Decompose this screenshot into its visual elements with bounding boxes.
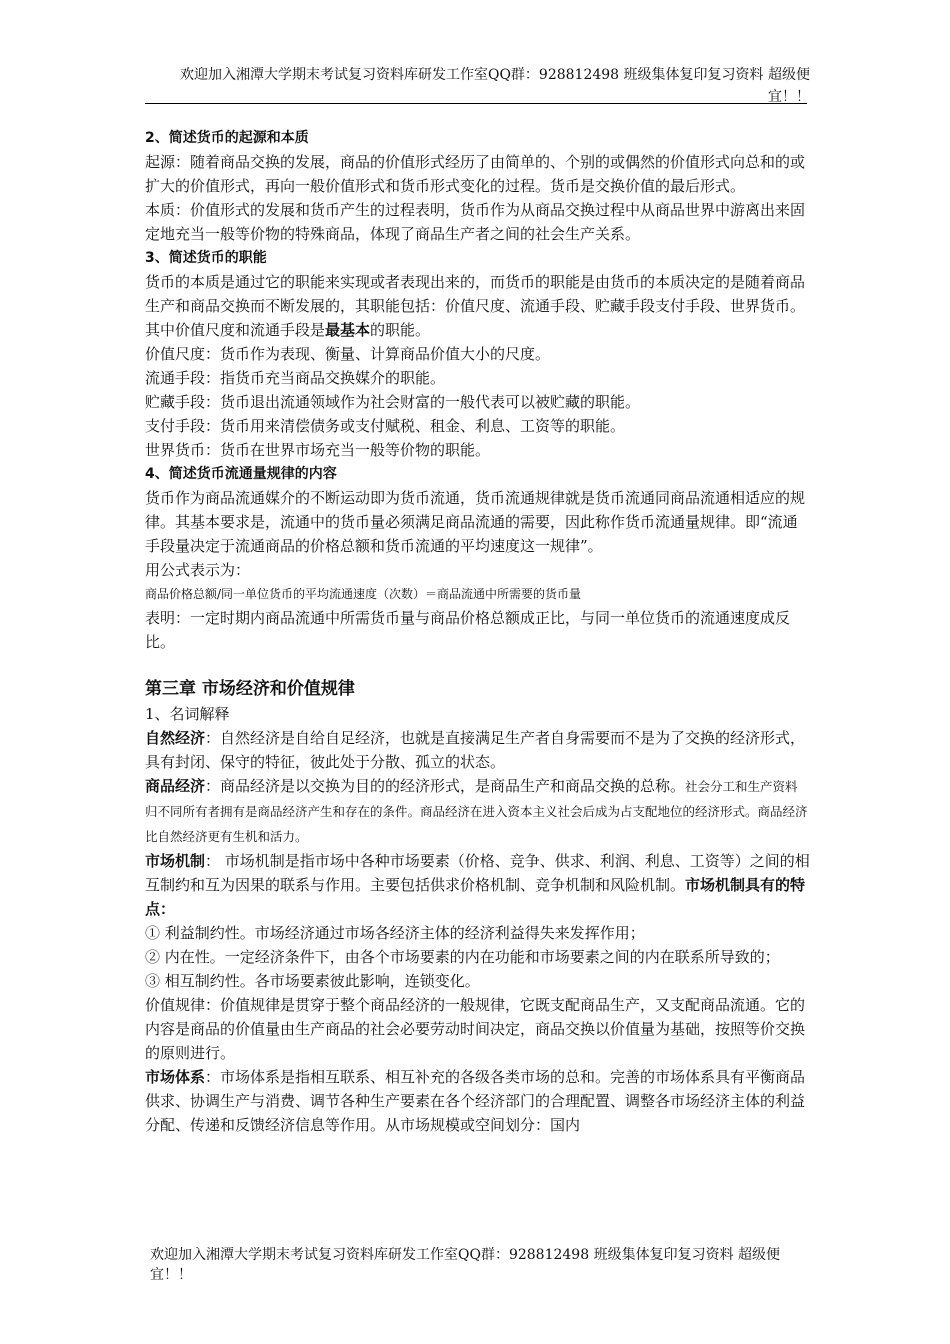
chapter-3-title: 第三章 市场经济和价值规律 xyxy=(145,679,355,699)
section-4-para-2: 用公式表示为： xyxy=(145,561,251,579)
section-4-title: 4、简述货币流通量规律的内容 xyxy=(145,466,337,482)
term-natural-economy xyxy=(145,726,810,774)
term-market-system-label: 市场体系 xyxy=(145,1068,206,1086)
feature-item-2: ② 内在性。一定经济条件下，由各个市场要素的内在功能和市场要素之间的内在联系所导致的； xyxy=(145,948,780,966)
term-market-system-text: ：市场体系是指相互联系、相互补充的各级各类市场的总和。完善的市场体系具有平衡商品供求、协调生产与消费、调节各种生产要素在各个经济部门的合理配置、调整各市场经济主体的利益分配、传递和反馈经济信息等作用。从市场规模或空间划分：国内 xyxy=(145,1068,806,1134)
money-formula: 商品价格总额/同一单位货币的平均流通速度（次数）＝商品流通中所需要的货币量 xyxy=(145,587,582,601)
section-3-intro-end: 的职能。 xyxy=(370,321,431,339)
term-commodity-economy-text: ：商品经济是以交换为目的的经济形式，是商品生产和商品交换的总称。 xyxy=(205,777,686,795)
feature-item-3: ③ 相互制约性。各市场要素彼此影响，连锁变化。 xyxy=(145,972,480,990)
header-divider xyxy=(145,103,807,104)
header-line-1: 欢迎加入湘潭大学期末考试复习资料库研发工作室QQ群：928812498 班级集体复印复习资料 超级便 xyxy=(179,67,810,83)
market-mechanism-features-label: 市场机制具有的特点： xyxy=(145,876,806,918)
function-world-money: 世界货币：货币在世界市场充当一般等价物的职能。 xyxy=(145,441,491,459)
term-commodity-economy xyxy=(145,774,810,849)
term-commodity-economy-label: 商品经济 xyxy=(145,777,206,795)
chapter-3-subtitle: 1、名词解释 xyxy=(145,705,230,723)
section-2-title: 2、简述货币的起源和本质 xyxy=(145,130,309,146)
term-market-mechanism-text: ： 市场机制是指市场中各种市场要素（价格、竞争、供求、利润、利息、工资等）之间的相互制约和互为因果的联系与作用。主要包括供求价格机制、竞争机制和风险机制。 xyxy=(145,852,810,894)
function-payment: 支付手段：货币用来清偿债务或支付赋税、租金、利息、工资等的职能。 xyxy=(145,417,626,435)
section-3-title: 3、简述货币的职能 xyxy=(145,250,267,266)
term-natural-economy-label: 自然经济 xyxy=(145,729,206,747)
header-line-2: 宜！！ xyxy=(768,89,810,105)
page-footer: 欢迎加入湘潭大学期末考试复习资料库研发工作室QQ群：928812498 班级集体复印复习资料 超级便宜！！ xyxy=(150,1247,781,1283)
document-body xyxy=(145,126,810,1137)
function-value-measure: 价值尺度：货币作为表现、衡量、计算商品价值大小的尺度。 xyxy=(145,345,551,363)
function-storage: 贮藏手段：货币退出流通领域作为社会财富的一般代表可以被贮藏的职能。 xyxy=(145,393,641,411)
page-header xyxy=(150,64,810,108)
section-3-intro xyxy=(145,270,810,342)
feature-item-1: ① 利益制约性。市场经济通过市场各经济主体的经济利益得失来发挥作用； xyxy=(145,924,645,942)
function-circulation: 流通手段：指货币充当商品交换媒介的职能。 xyxy=(145,369,446,387)
section-4-para-1: 货币作为商品流通媒介的不断运动即为货币流通，货币流通规律就是货币流通同商品流通相适应的规律。其基本要求是，流通中的货币量必须满足商品流通的需要，因此称作货币流通量规律。即“流通手段量决定于流通商品的价格总额和货币流通的平均速度这一规律”。 xyxy=(145,489,806,555)
term-market-mechanism xyxy=(145,849,810,921)
term-market-system xyxy=(145,1065,810,1137)
term-market-mechanism-label: 市场机制 xyxy=(145,852,206,870)
section-2-origin: 起源：随着商品交换的发展，商品的价值形式经历了由简单的、个别的或偶然的价值形式向总和的或扩大的价值形式，再向一般价值形式和货币形式变化的过程。货币是交换价值的最后形式。 xyxy=(145,153,806,195)
term-commodity-economy-note: 社会分工和生产资料归不同所有者拥有是商品经济产生和存在的条件。商品经济在进入资本主义社会后成为占支配地位的经济形式。商品经济比自然经济更有生机和活力。 xyxy=(145,779,808,844)
term-law-of-value: 价值规律：价值规律是贯穿于整个商品经济的一般规律，它既支配商品生产，又支配商品流通。它的内容是商品的价值量由生产商品的社会必要劳动时间决定，商品交换以价值量为基础，按照等价交换的原则进行。 xyxy=(145,996,806,1062)
term-natural-economy-text: ：自然经济是自给自足经济，也就是直接满足生产者自身需要而不是为了交换的经济形式，具有封闭、保守的特征，彼此处于分散、孤立的状态。 xyxy=(145,729,806,771)
section-2-essence: 本质：价值形式的发展和货币产生的过程表明，货币作为从商品交换过程中从商品世界中游离出来固定地充当一般等价物的特殊商品，体现了商品生产者之间的社会生产关系。 xyxy=(145,201,806,243)
section-3-intro-text: 货币的本质是通过它的职能来实现或者表现出来的，而货币的职能是由货币的本质决定的是随着商品生产和商品交换而不断发展的，其职能包括：价值尺度、流通手段、贮藏手段支付手段、世界货币。其中价值尺度和流通手段是 xyxy=(145,273,806,339)
section-3-intro-emphasis: 最基本 xyxy=(325,321,371,339)
section-4-para-3: 表明：一定时期内商品流通中所需货币量与商品价格总额成正比，与同一单位货币的流通速度成反比。 xyxy=(145,609,791,651)
